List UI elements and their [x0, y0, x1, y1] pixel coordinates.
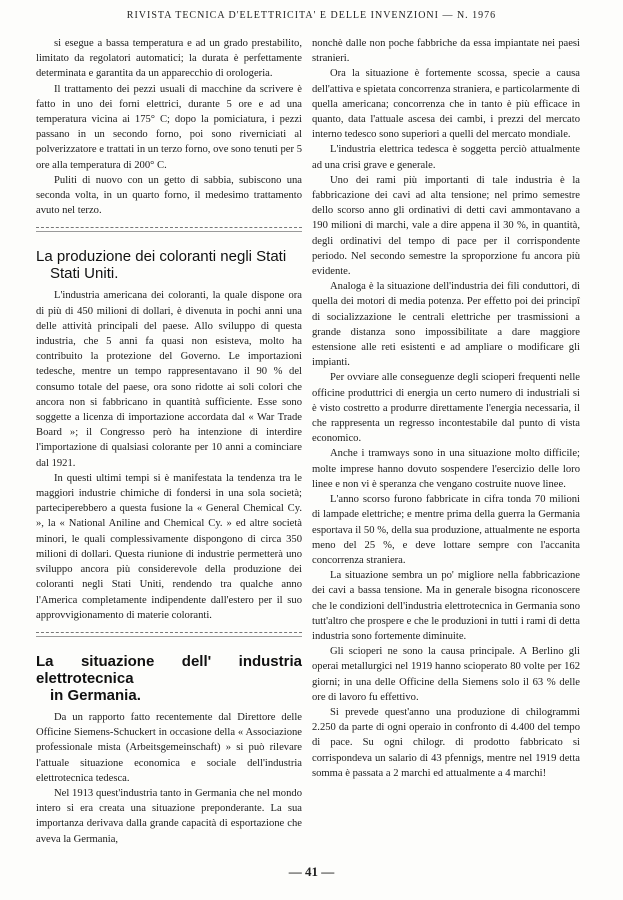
paragraph: Si prevede quest'anno una produzione di chilogrammi 2.250 da parte di ogni operaio in confronto di 4.400 del tempo di pace. Su ogni chilogr. di prodotto fabbricato si corrispondeva un salario di 43 pfennigs, mentre nel 1919 detta somma è passata a 2 marchi ed attualmente a 4 marchi!	[312, 706, 580, 779]
section-title-line: in Germania.	[50, 686, 141, 704]
section-divider	[36, 224, 302, 238]
paragraph: Analoga è la situazione dell'industria dei fili conduttori, di quella dei motori di media potenza. Per effetto poi dei principî di socializzazione le centrali elettriche per trasmissioni a grande distanza sono impossibilitate a dare maggiore estensione alle reti esistenti e ad ampliare o modificare gli impianti.	[312, 281, 580, 369]
page-number: — 41 —	[288, 864, 335, 879]
section-title-germania	[36, 653, 302, 704]
paragraph: nonchè dalle non poche fabbriche da essa impiantate nei paesi stranieri.	[312, 38, 580, 65]
paragraph: Gli scioperi ne sono la causa principale. A Berlino gli operai metallurgici nel 1919 hanno scioperato 80 volte per 162 giorni; in una delle Officine della Siemens solo il 63 % delle ore di lavoro fu effettivo.	[312, 646, 580, 703]
paragraph: Da un rapporto fatto recentemente dal Direttore delle Officine Siemens-Schuckert in occasione della « Associazione professionale mista (Arbeitsgemeinschaft) » si può rilevare l'attuale situazione economica e sociale dell'industria elettrotecnica tedesca.	[36, 711, 302, 784]
paragraph: Uno dei rami più importanti di tale industria è la fabbricazione dei cavi ad alta tensione; nel primo semestre dello scorso anno gli ordinativi di detti cavi ammontavano a 190 milioni di marchi, vale a dire appena il 30 %, in quantità, degli ordinativi del tempo di pace per il corrispondente periodo. Nel secondo semestre la sproporzione fu ancora più evidente.	[312, 174, 580, 278]
section-title-coloranti	[36, 248, 302, 282]
paragraph: L'anno scorso furono fabbricate in cifra tonda 70 milioni di lampade elettriche; e mentre prima della guerra la Germania esportava il 50 %, della sua produzione, attualmente ne esporta meno del 25 %, e deve lottare sempre con l'accanita concorrenza straniera.	[312, 494, 580, 566]
left-column	[36, 36, 302, 847]
paragraph: Nel 1913 quest'industria tanto in Germania che nel mondo intero si era creata una situazione preponderante. La sua importanza derivava dalla grande capacità di esportazione che aveva la Germania,	[36, 787, 302, 845]
paragraph: Anche i tramways sono in una situazione molto difficile; molte imprese hanno dovuto sospendere l'esercizio delle loro linee e non vi è speranza che vengano costruite nuove linee.	[312, 448, 580, 490]
paragraph: Per ovviare alle conseguenze degli scioperi frequenti nelle officine produttrici di energia un certo numero di industriali si è visto costretto a produrre direttamente l'energia necessaria, il che rappresenta un regresso incontestabile dal punto di vista economico.	[312, 372, 580, 445]
paragraph: La situazione sembra un po' migliore nella fabbricazione dei cavi a bassa tensione. Ma in generale bisogna riconoscere che le condizioni dell'industria elettrotecnica in Germania sono tutt'altro che prospere e che le produzioni in tutti i rami di detta industria sono fortemente diminuite.	[312, 570, 580, 642]
paragraph: Ora la situazione è fortemente scossa, specie a causa dell'attiva e spietata concorrenza straniera, e particolarmente di quella americana; concorrenza che in tanto è più efficace in quanto, data l'attuale ascesa dei cambi, i prezzi del mercato interno tedesco sono superiori a quelli del mercato mondiale.	[312, 68, 580, 141]
right-column	[312, 36, 580, 781]
section-title-line: La produzione dei coloranti negli Stati	[36, 248, 287, 266]
paragraph: Puliti di nuovo con un getto di sabbia, subiscono una seconda volta, in un quarto forno, il medesimo trattamento avuto nel terzo.	[36, 174, 302, 217]
section-title-line: La situazione dell' industria elettrotecnica	[36, 652, 302, 687]
paragraph: In questi ultimi tempi si è manifestata la tendenza tra le maggiori industrie chimiche di fondersi in una sola società; parteciperebbero a questa fusione la « General Chemical Cy. », la « National Aniline and Chemical Cy. » ed altre società minori, le quali complessivamente dispongono di circa 350 milioni di dollari. Questa riunione di industrie permetterà uno sviluppo ancora più considerevole della produzione dei coloranti negli Stati Uniti, rendendo tra qualche anno l'America completamente indipendente dall'estero per il suo approvvigionamento di materie coloranti.	[36, 472, 302, 621]
paragraph: L'industria elettrica tedesca è soggetta perciò attualmente ad una crisi grave e generale.	[312, 144, 580, 171]
paragraph: L'industria americana dei coloranti, la quale dispone ora di più di 450 milioni di dollari, è divenuta in pochi anni una delle attività principali del paese. Allo sviluppo di questa industria, che 5 anni fa quasi non esisteva, molto ha contribuito la protezione del Governo. Le importazioni tedesche, mentre un tempo rappresentavano il 90 % del consumo totale del paese, ora sono ridotte ai soli colori che ancora non si fabbricano in quantità sufficiente. Esse sono soggette a licenza di importazione accordata dal « War Trade Board »; il Congresso però ha intenzione di interdire l'importazione di qualsiasi colorante per 10 anni a cominciare dal 1921.	[36, 290, 302, 469]
paragraph: si esegue a bassa temperatura e ad un grado prestabilito, limitato da regolatori automatici; la durata è perfettamente determinata e garantita da un apparecchio di orologeria.	[36, 38, 302, 80]
running-header: RIVISTA TECNICA D'ELETTRICITA' E DELLE INVENZIONI — N. 1976	[126, 10, 497, 21]
paragraph: Il trattamento dei pezzi usuali di macchine da scrivere è fatto in uno dei forni elettrici, durante 5 ore e ad una temperatura vicina ai 175° C; dopo la pomiciatura, i pezzi passano in un secondo forno, poi sono riverniciati al polverizzatore e trattati in un terzo forno, ove sono tenuti per 5 ore alla temperatura di 200° C.	[36, 83, 302, 171]
section-divider	[36, 629, 302, 643]
section-title-line: Stati Uniti.	[50, 265, 119, 283]
